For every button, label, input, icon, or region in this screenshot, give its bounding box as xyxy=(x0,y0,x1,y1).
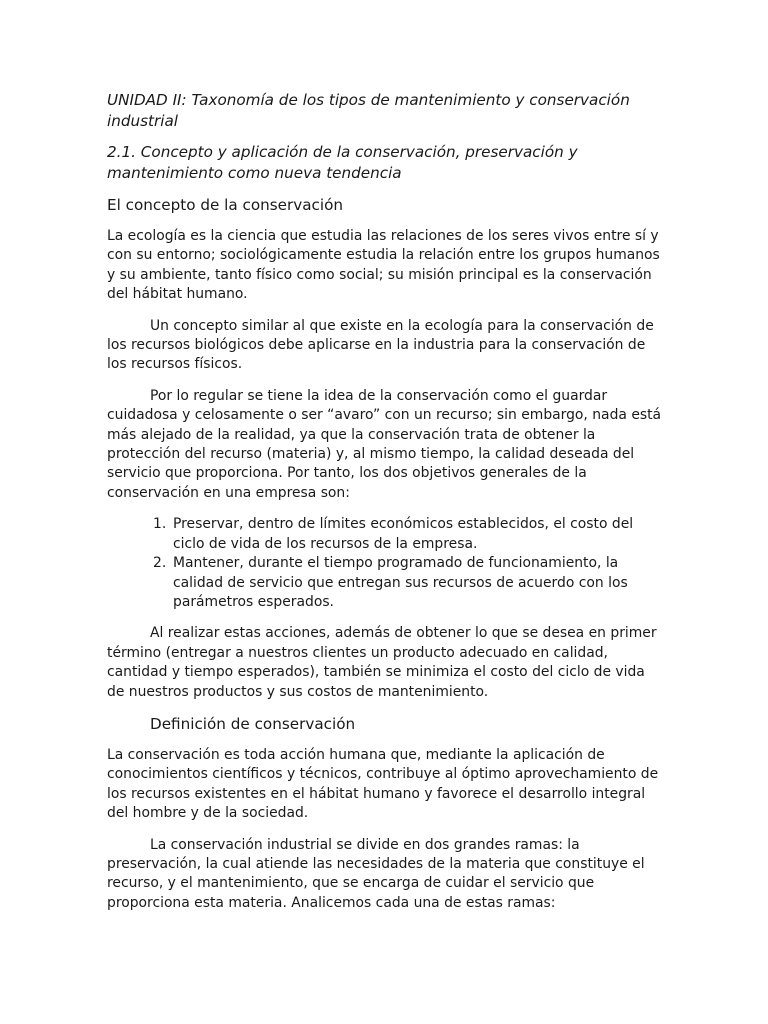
heading-concept: El concepto de la conservación xyxy=(107,196,344,214)
list-item-text: Preservar, dentro de límites económicos establecidos, el costo del ciclo de vida de los recursos de la empresa. xyxy=(173,516,634,552)
document-page xyxy=(107,90,662,925)
heading-definition: Definición de conservación xyxy=(150,714,356,733)
paragraph-actions: Al realizar estas acciones, además de obtener lo que se desea en primer término (entregar a nuestros clientes un producto adecuado en calidad, cantidad y tiempo esperados), también se minimiza el costo del ciclo de vida de nuestros productos y sus costos de mantenimiento. xyxy=(107,625,657,700)
section-title: 2.1. Concepto y aplicación de la conservación, preservación y mantenimiento como nueva tendencia xyxy=(107,143,578,182)
unit-title: UNIDAD II: Taxonomía de los tipos de mantenimiento y conservación industrial xyxy=(107,91,630,130)
list-item-text: Mantener, durante el tiempo programado de funcionamiento, la calidad de servicio que entregan sus recursos de acuerdo con los parámetros esperados. xyxy=(173,555,628,610)
paragraph-definition: La conservación es toda acción humana que, mediante la aplicación de conocimientos científicos y técnicos, contribuye al óptimo aprovechamiento de los recursos existentes en el hábitat humano y favorece el desarrollo integral del hombre y de la sociedad. xyxy=(107,746,659,822)
paragraph-conservation-idea: Por lo regular se tiene la idea de la conservación como el guardar cuidadosa y celosamente o ser “avaro” con un recurso; sin embargo, nada está más alejado de la realidad, ya que la conservación trata de obtener la protección del recurso (materia) y, al mismo tiempo, la calidad deseada del servicio que proporciona. Por tanto, los dos objetivos generales de la conservación en una empresa son: xyxy=(107,387,662,501)
objectives-list xyxy=(107,515,662,612)
paragraph-branches: La conservación industrial se divide en dos grandes ramas: la preservación, la cual atiende las necesidades de la materia que constituye el recurso, y el mantenimiento, que se encarga de cuidar el servicio que proporciona esta materia. Analicemos cada una de estas ramas: xyxy=(107,836,645,911)
list-item-number: 2. xyxy=(153,555,167,572)
list-item xyxy=(153,515,662,554)
paragraph-similar-concept: Un concepto similar al que existe en la ecología para la conservación de los recursos biológicos debe aplicarse en la industria para la conservación de los recursos físicos. xyxy=(107,317,654,373)
paragraph-ecology: La ecología es la ciencia que estudia las relaciones de los seres vivos entre sí y con su entorno; sociológicamente estudia la relación entre los grupos humanos y su ambiente, tanto físico como social; su misión principal es la conservación del hábitat humano. xyxy=(107,228,660,303)
list-item xyxy=(153,554,662,612)
list-item-number: 1. xyxy=(153,516,167,533)
